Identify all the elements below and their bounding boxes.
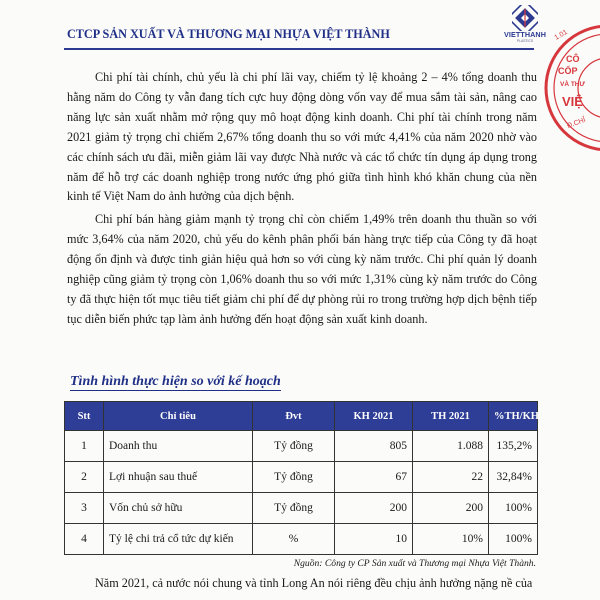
company-seal-stamp: [540, 0, 600, 175]
table-row: [65, 493, 538, 524]
company-header-title: CTCP SẢN XUẤT VÀ THƯƠNG MẠI NHỰA VIỆT THÀNH: [67, 27, 390, 41]
cell-indicator: Vốn chủ sở hữu: [104, 493, 253, 524]
header-divider: [64, 48, 534, 50]
paragraph-3-text: Năm 2021, cả nước nói chung và tỉnh Long An nói riêng đều chịu ảnh hưởng nặng nề của: [95, 576, 533, 590]
svg-text:CÔ: CÔ: [566, 54, 580, 64]
paragraph-selling-expenses: [67, 210, 537, 329]
cell-plan: 10: [335, 524, 413, 555]
cell-actual: 22: [413, 462, 489, 493]
table-source-note: Nguồn: Công ty CP Sản xuất và Thương mại Nhựa Việt Thành.: [293, 558, 536, 569]
table-header-row: [65, 402, 538, 431]
cell-plan: 200: [335, 493, 413, 524]
cell-unit: Tỷ đồng: [253, 431, 335, 462]
logo-name: VIETTHANH: [503, 30, 547, 39]
paragraph-2-text: Chi phí bán hàng giảm mạnh tỷ trọng chỉ còn chiếm 1,49% trên doanh thu thuần so với mức 3,64% của năm 2020, chủ yếu do kênh phân phối bán hàng trực tiếp của Công ty đã hoạt động ổn định và được tinh giản hiệu quả hơn so với cùng kỳ năm trước. Chi phí quản lý doanh nghiệp cũng giảm tỷ trọng còn 1,06% doanh thu so với mức 1,31% cùng kỳ năm trước do Công ty đã thực hiện tốt mục tiêu tiết giảm chi phí để dự phòng rủi ro trong trường hợp dịch bệnh tiếp tục diễn biến phức tạp làm ảnh hưởng đến hoạt động sản xuất kinh doanh.: [67, 212, 537, 326]
svg-text:CỔP: CỔP: [558, 66, 578, 76]
logo-subtitle: PLASTICS: [516, 39, 534, 43]
table-row: [65, 524, 538, 555]
cell-rate: 100%: [489, 493, 538, 524]
svg-text:Đ.CHỈ: Đ.CHỈ: [566, 116, 587, 130]
section-title-plan-vs-actual: Tình hình thực hiện so với kế hoạch: [70, 374, 281, 389]
cell-actual: 1.088: [413, 431, 489, 462]
column-header-indicator: Chỉ tiêu: [104, 402, 253, 431]
svg-text:VÀ THƯ: VÀ THƯ: [560, 81, 585, 88]
cell-stt: 1: [65, 431, 104, 462]
cell-rate: 32,84%: [489, 462, 538, 493]
cell-plan: 805: [335, 431, 413, 462]
column-header-completion-rate: %TH/KH: [489, 402, 538, 431]
logo-mark-icon: [512, 5, 538, 31]
paragraph-2021-context: [67, 574, 537, 594]
cell-actual: 10%: [413, 524, 489, 555]
cell-indicator: Doanh thu: [104, 431, 253, 462]
column-header-actual-2021: TH 2021: [413, 402, 489, 431]
cell-indicator: Tỷ lệ chi trả cổ tức dự kiến: [104, 524, 253, 555]
table-row: [65, 431, 538, 462]
plan-performance-table: [64, 401, 538, 555]
column-header-stt: Stt: [65, 402, 104, 431]
cell-rate: 100%: [489, 524, 538, 555]
cell-stt: 3: [65, 493, 104, 524]
table-row: [65, 462, 538, 493]
cell-indicator: Lợi nhuận sau thuế: [104, 462, 253, 493]
cell-plan: 67: [335, 462, 413, 493]
column-header-unit: Đvt: [253, 402, 335, 431]
svg-text:VIỆ: VIỆ: [562, 94, 583, 109]
seal-stamp-icon: [540, 0, 600, 175]
cell-actual: 200: [413, 493, 489, 524]
cell-unit: %: [253, 524, 335, 555]
cell-rate: 135,2%: [489, 431, 538, 462]
column-header-plan-2021: KH 2021: [335, 402, 413, 431]
paragraph-1-text: Chi phí tài chính, chủ yếu là chi phí lãi vay, chiếm tỷ lệ khoảng 2 – 4% tổng doanh thu hằng năm do Công ty vẫn đang tích cực huy động dòng vốn vay để mua sắm tài sản, nâng cao năng lực sản xuất nhằm mở rộng quy mô hoạt động kinh doanh. Chi phí tài chính trong năm 2021 giảm tỷ trọng chỉ chiếm 2,67% tổng doanh thu so với mức 4,41% của năm 2020 nhờ vào các chính sách ưu đãi, miễn giảm lãi vay được Nhà nước và các tổ chức tín dụng áp dụng trong năm để hỗ trợ các doanh nghiệp trong nước ứng phó giữa tình hình khó khăn chung của nền kinh tế Việt Nam do ảnh hưởng của dịch bệnh.: [67, 70, 537, 204]
cell-stt: 2: [65, 462, 104, 493]
cell-unit: Tỷ đồng: [253, 462, 335, 493]
cell-unit: Tỷ đồng: [253, 493, 335, 524]
svg-text:1.01: 1.01: [553, 28, 569, 42]
cell-stt: 4: [65, 524, 104, 555]
paragraph-financial-expenses: [67, 68, 537, 207]
